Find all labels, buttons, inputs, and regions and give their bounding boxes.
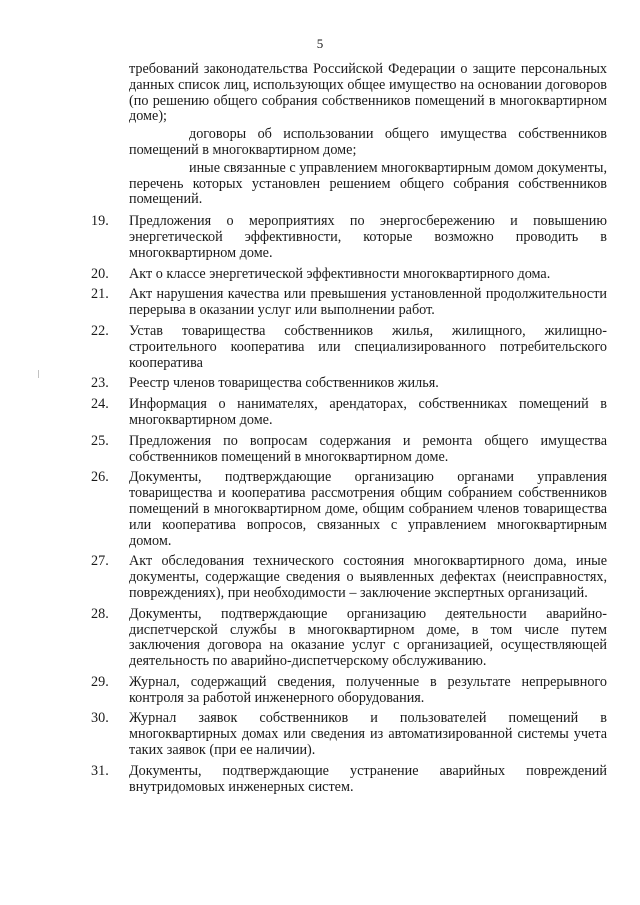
list-item	[91, 267, 607, 283]
list-item	[91, 214, 607, 261]
item-number: 26.	[91, 469, 109, 486]
item-text: Документы, подтверждающие организацию деятельности аварийно-диспетчерской службы в многоквартирном доме, в том числе путем заключения договора на оказание услуг с организацией, осуществляющей деятельность по аварийно-диспетчерскому обслуживанию.	[129, 605, 607, 670]
list-item	[91, 470, 607, 549]
item-text: Журнал, содержащий сведения, полученные в результате непрерывного контроля за работой инженерного оборудования.	[129, 673, 607, 706]
item-number: 20.	[91, 265, 109, 282]
item-number: 29.	[91, 673, 109, 690]
item-text: Акт обследования технического состояния многоквартирного дома, иные документы, содержащие сведения о выявленных дефектах (неисправностях, повреждениях), при необходимости – заключение экспертных организаций.	[129, 553, 607, 601]
item-text: Документы, подтверждающие организацию органами управления товарищества и кооператива рассмотрения общим собранием собственников помещений в многоквартирном доме, общим собранием членов товарищества или кооператива вопросов, связанных с управлением многоквартирным домом.	[129, 469, 607, 549]
list-item	[91, 376, 607, 392]
paragraph: требований законодательства Российской Федерации о защите персональных данных список лиц, использующих общее имущество на основании договоров (по решению общего собрания собственников помещений в многоквартирном доме);	[129, 61, 607, 125]
margin-mark	[38, 370, 39, 378]
document-body	[91, 62, 607, 800]
item-text: Акт нарушения качества или превышения установленной продолжительности перерыва в оказании услуг или выполнении работ.	[129, 286, 607, 319]
list-item	[91, 287, 607, 319]
item-text: Информация о нанимателях, арендаторах, собственниках помещений в многоквартирном доме.	[129, 396, 607, 428]
page-number: 5	[316, 36, 324, 51]
item-number: 28.	[91, 605, 109, 622]
list-item	[91, 324, 607, 371]
list-item	[91, 711, 607, 758]
item-number: 24.	[91, 396, 109, 413]
item-number: 31.	[91, 762, 109, 779]
list-item	[91, 434, 607, 466]
item-number: 21.	[91, 286, 109, 303]
item-text: Устав товарищества собственников жилья, жилищного, жилищно-строительного кооператива или специализированного потребительского кооператива	[129, 322, 607, 371]
item-text: Журнал заявок собственников и пользователей помещений в многоквартирных домах или сведения из автоматизированной системы учета таких заявок (при ее наличии).	[129, 710, 607, 759]
item-number: 25.	[91, 432, 109, 449]
item-number: 22.	[91, 322, 109, 339]
item-text: Предложения о мероприятиях по энергосбережению и повышению энергетической эффективности, которые возможно проводить в многоквартирном доме.	[129, 213, 607, 261]
item-number: 27.	[91, 553, 109, 570]
list-item	[91, 675, 607, 707]
item-text: Реестр членов товарищества собственников жилья.	[129, 375, 439, 392]
list-item	[91, 607, 607, 670]
paragraph: договоры об использовании общего имущества собственников помещений в многоквартирном доме;	[129, 126, 607, 158]
item-text: Документы, подтверждающие устранение аварийных повреждений внутридомовых инженерных систем.	[129, 762, 607, 795]
list-item	[91, 554, 607, 601]
item-text: Акт о классе энергетической эффективности многоквартирного дома.	[129, 265, 551, 282]
list-item	[91, 764, 607, 796]
item-number: 19.	[91, 213, 109, 230]
item-text: Предложения по вопросам содержания и ремонта общего имущества собственников помещений в многоквартирном доме.	[129, 432, 607, 465]
paragraph: иные связанные с управлением многоквартирным домом документы, перечень которых установлен решением общего собрания собственников помещений.	[129, 159, 607, 208]
item-number: 23.	[91, 375, 109, 392]
item-number: 30.	[91, 710, 109, 727]
list-item	[91, 397, 607, 429]
